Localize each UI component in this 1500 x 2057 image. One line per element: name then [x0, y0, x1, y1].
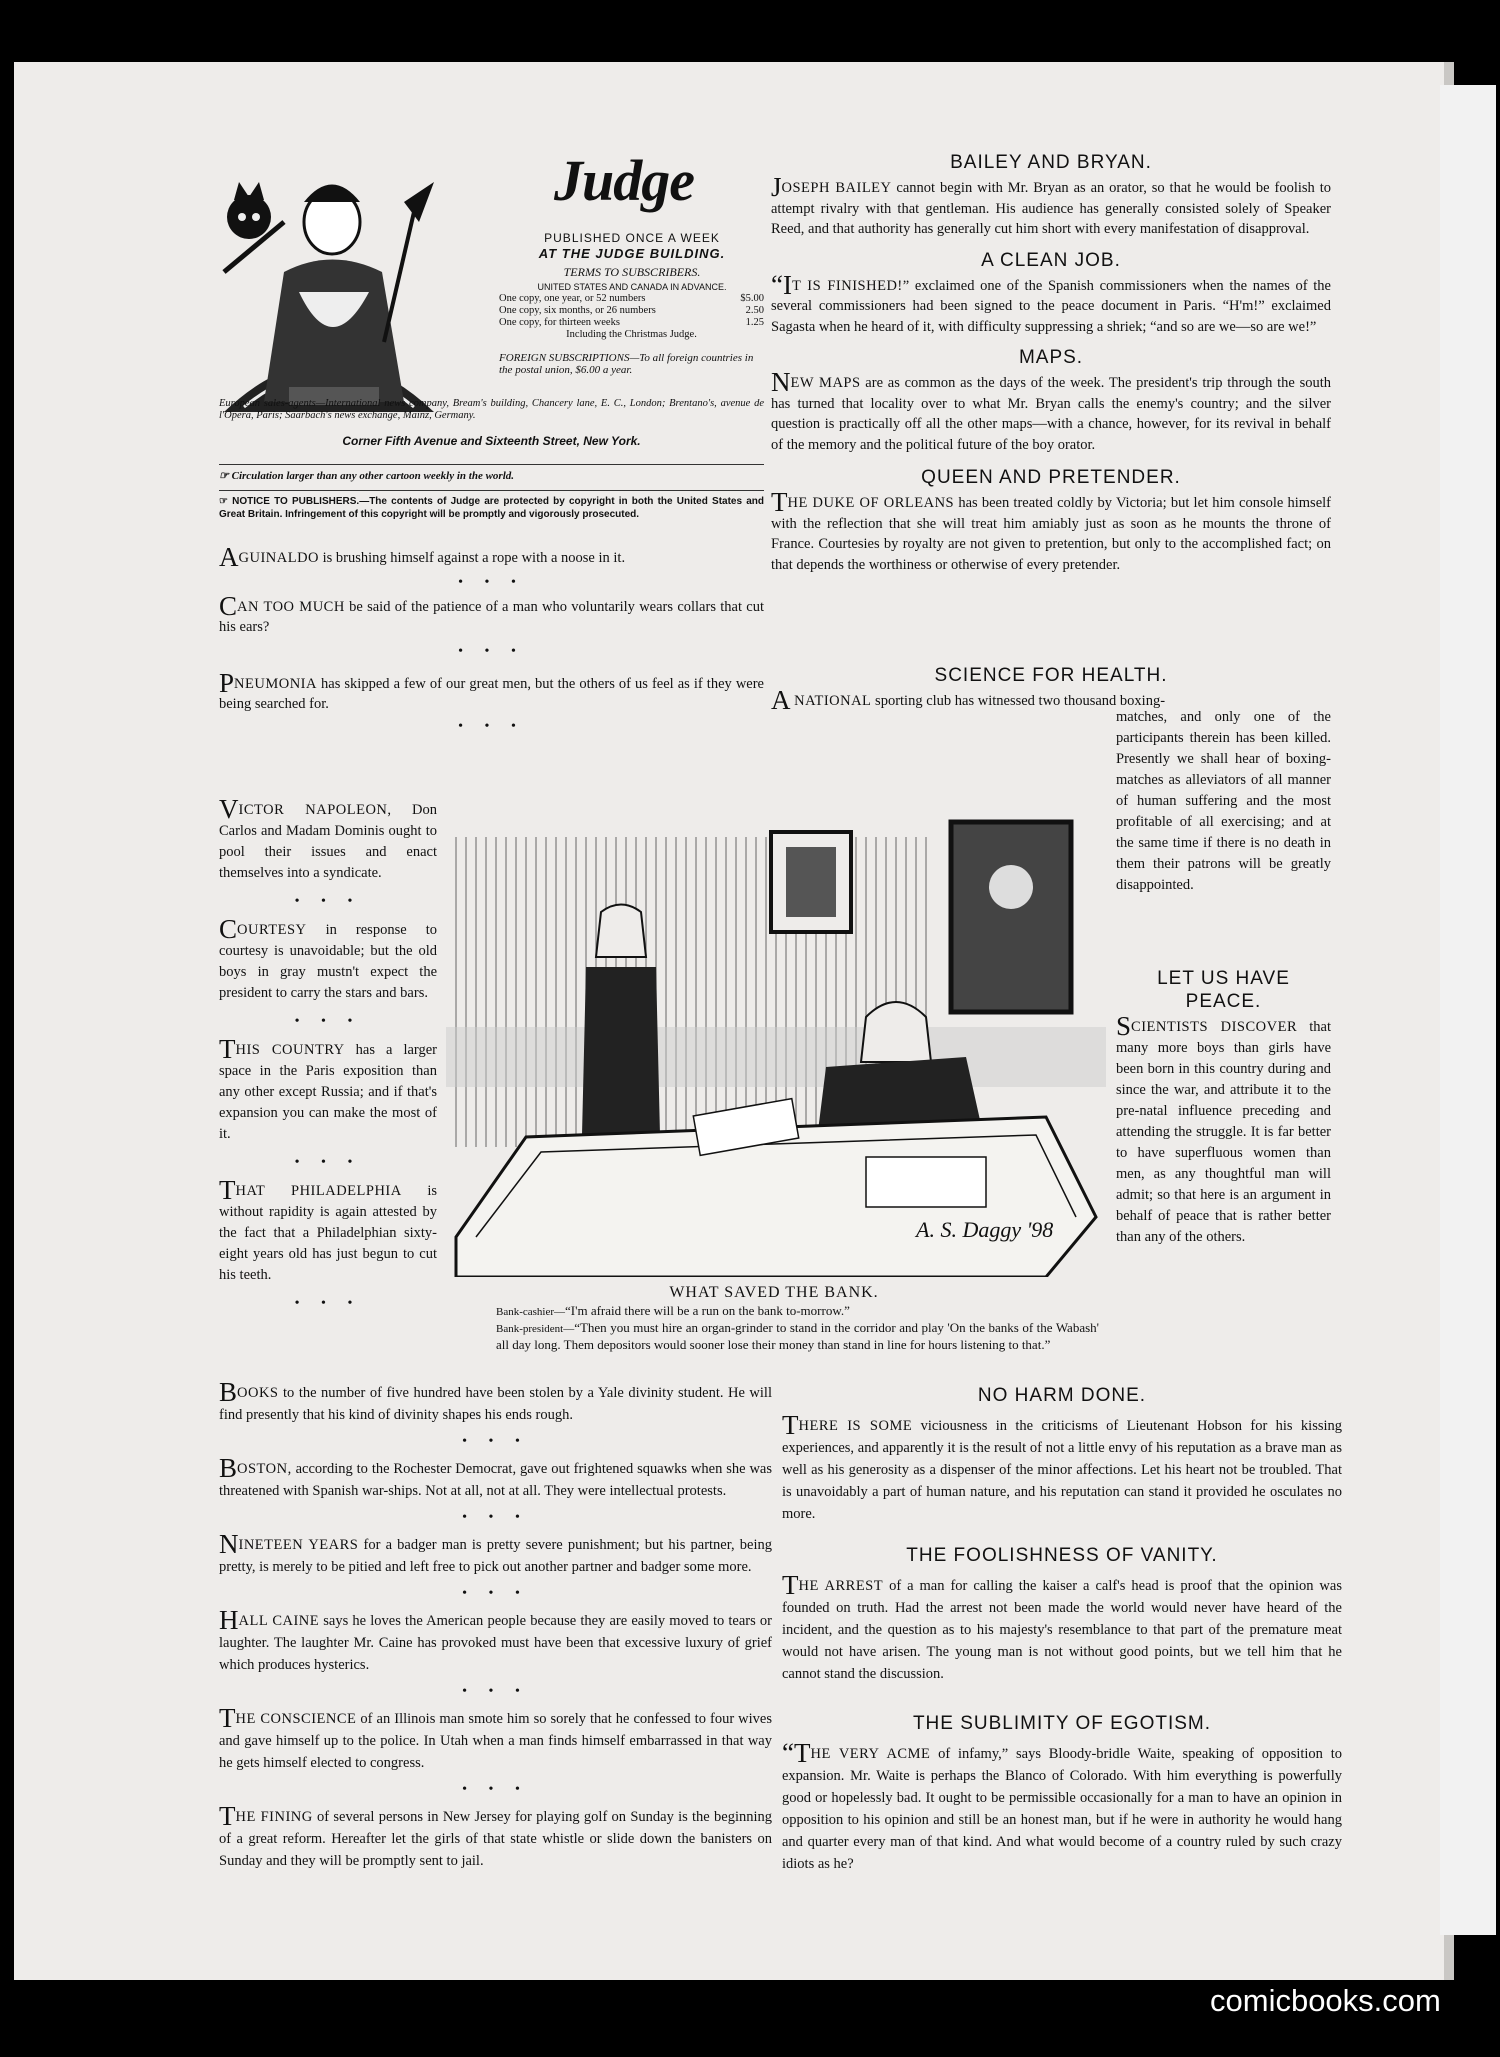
left-column-bottom [219, 1377, 773, 1872]
paragraph: PNEUMONIA has skipped a few of our great men, but the others of us feel as if they were being searched for. [219, 667, 764, 712]
paragraph: THIS COUNTRY has a larger space in the Paris exposition than any other except Russia; and if that's expansion you can make the most of it. [219, 1034, 438, 1142]
article-heading: A CLEAN JOB. [981, 249, 1121, 271]
paragraph: matches, and only one of the participants therein has been killed. Presently we shall hear of boxing-matches as alleviators of all manner of human suffering and the most profitable of all exercising; and at the same time if there is no death in them their patrons will be greatly disappointed. [1116, 709, 1331, 893]
foreign-subscriptions: FOREIGN SUBSCRIPTIONS—To all foreign countries in the postal union, $6.00 a year. [499, 352, 754, 376]
paragraph: THAT PHILADELPHIA is without rapidity is again attested by the fact that a Philadelphian sixty-eight years old has just begun to cut his teeth. [219, 1175, 437, 1283]
masthead-illustration [204, 162, 454, 432]
paragraph: THE DUKE OF ORLEANS has been treated coldly by Victoria; but let him console himself with the reflection that she will treat him amiably just as soon as he mounts the throne of France. Courtesies by royalty are not given to pretention, but only to the accomplished fact; on that depends the worthiness or otherwise of every pretender. [771, 487, 1331, 573]
article [782, 1713, 1342, 1875]
article [782, 1545, 1342, 1685]
separator-dots: • • • [294, 1014, 362, 1029]
article-heading: THE FOOLISHNESS OF VANITY. [906, 1545, 1218, 1566]
cartoon-caption-title: WHAT SAVED THE BANK. [669, 1284, 879, 1301]
article [782, 1385, 1342, 1525]
article [771, 250, 1331, 338]
separator-dots: • • • [462, 1586, 529, 1601]
artist-signature: A. S. Daggy '98 [916, 1217, 1054, 1242]
paragraph: VICTOR NAPOLEON, Don Carlos and Madam Dominis ought to pool their issues and enact themselves into a syndicate. [219, 794, 437, 881]
separator-dots: • • • [294, 894, 362, 909]
left-column-top [219, 542, 764, 739]
separator-dots: • • • [458, 718, 525, 734]
masthead-published: PUBLISHED ONCE A WEEK [544, 231, 720, 245]
separator-dots: • • • [462, 1510, 529, 1525]
watermark: comicbooks.com [1210, 1983, 1441, 2018]
paragraph: A NATIONAL sporting club has witnessed two thousand boxing- [771, 685, 1166, 715]
article [771, 152, 1331, 240]
masthead-building: AT THE JUDGE BUILDING. [538, 246, 726, 261]
masthead-terms: TERMS TO SUBSCRIBERS. [563, 265, 701, 279]
right-column-top [771, 152, 1331, 575]
publisher-notice: ☞ NOTICE TO PUBLISHERS.—The contents of Judge are protected by copyright in both the United States and Great Britain. Infringement of this copyright will be promptly and vigorously prosecuted. [219, 490, 764, 521]
address: Corner Fifth Avenue and Sixteenth Street, New York. [342, 434, 641, 448]
pointing-hand-icon: ☞ [219, 496, 233, 507]
rate-row: One copy, one year, or 52 numbers $5.00 [499, 293, 764, 304]
rates-table [499, 293, 764, 341]
adjacent-page-edge [1440, 85, 1496, 1935]
paragraph: AGUINALDO is brushing himself against a rope with a noose in it. [219, 542, 626, 572]
separator-dots: • • • [462, 1782, 529, 1797]
rate-row: One copy, for thirteen weeks 1.25 [499, 317, 764, 328]
separator-dots: • • • [294, 1296, 362, 1311]
pointing-hand-icon: ☞ [219, 470, 232, 482]
paragraph: THERE IS SOME viciousness in the criticisms of Lieutenant Hobson for his kissing experiences, and apparently it is the result of not a little envy of his reputation as a brave man as well as his generosity as a dispenser of the minor affections. Let his heart not be troubled. That is unavoidably a part of human nature, and his reputation can stand it provided he osculates no more. [782, 1410, 1343, 1522]
paragraph: NINETEEN YEARS for a badger man is pretty severe punishment; but his partner, being pretty, is merely to be pitied and left free to pick out another partner and badger some more. [219, 1529, 772, 1575]
paragraph: “THE VERY ACME of infamy,” says Bloody-bridle Waite, speaking of opposition to expansion. Mr. Waite is perhaps the Blanco of Colorado. With him everything is powerfully good or hopelessly bad. It ought to be permissible occasionally for a man to have an opinion in opposition to his opinion and still be an honest man, but if he were in authority he would hang and quarter every man of that kind. And what would become of a country ruled by such crazy idiots as he? [782, 1738, 1342, 1872]
article-heading: THE SUBLIMITY OF EGOTISM. [912, 1713, 1212, 1734]
separator-dots: • • • [462, 1684, 529, 1699]
magazine-page [14, 62, 1454, 1980]
masthead-advance: UNITED STATES AND CANADA IN ADVANCE. [537, 282, 727, 292]
paragraph: THE ARREST of a man for calling the kaiser a calf's head is proof that the opinion was founded on truth. Had the arrest not been made the world would never have heard of the incident, and the question as to his majesty's resemblance to that part of the premature meat would not have arisen. The young man is not without good points, but we tell him that he cannot stand the discussion. [782, 1570, 1342, 1682]
rate-row: One copy, six months, or 26 numbers 2.50 [499, 305, 764, 316]
article-heading: NO HARM DONE. [977, 1385, 1147, 1406]
article-science-for-health [771, 665, 1331, 715]
right-column-bottom [782, 1385, 1342, 1875]
circulation-note: ☞ Circulation larger than any other cartoon weekly in the world. [219, 464, 764, 482]
article-let-us-have-peace [1116, 967, 1331, 1248]
paragraph: CAN TOO MUCH be said of the patience of a man who voluntarily wears collars that cut his ears? [219, 590, 764, 635]
paragraph: THE FINING of several persons in New Jersey for playing golf on Sunday is the beginning of a great reform. Hereafter let the girls of that state whistle or slide down the banisters on Sunday and they will be promptly sent to jail. [219, 1801, 773, 1869]
article-heading: QUEEN AND PRETENDER. [921, 467, 1181, 488]
separator-dots: • • • [458, 643, 525, 659]
sales-agents: European sales-agents—International news company, Bream's building, Chancery lane, E. C., London; Brentano's, avenue de l'Opera, Paris; Saarbach's news exchange, Mainz, Germany. [219, 398, 764, 421]
paragraph: NEW MAPS are as common as the days of the week. The president's trip through the south has turned that locality over to what Mr. Bryan calls the enemy's country; and the silver question is practically off all the other maps—with a chance, however, for its revival in behalf of the memory and the political future of the boy orator. [771, 367, 1331, 453]
left-narrow-column [219, 794, 438, 1322]
cartoon-illustration [446, 817, 1106, 1277]
article-heading: MAPS. [1018, 347, 1084, 368]
separator-dots: • • • [462, 1434, 529, 1449]
paragraph: HALL CAINE says he loves the American people because they are easily moved to tears or laughter. The laughter Mr. Caine has provoked must have been that excessive luxury of grief which produces hysterics. [219, 1605, 773, 1673]
paragraph: BOOKS to the number of five hundred have been stolen by a Yale divinity student. He will find presently that his kind of divinity shapes his ends rough. [219, 1377, 772, 1423]
paragraph: JOSEPH BAILEY cannot begin with Mr. Bryan as an orator, so that he would be foolish to attempt rivalry with that gentleman. His audience has generally consisted solely of Speaker Reed, and that authority has generally cut him short with every manifestation of disapproval. [771, 172, 1331, 237]
separator-dots: • • • [294, 1155, 362, 1170]
article [771, 347, 1331, 455]
paragraph: THE CONSCIENCE of an Illinois man smote him so sorely that he confessed to four wives and gave himself up to the police. In Utah when a man finds himself embarrassed in that way he gets himself elected to congress. [219, 1703, 773, 1771]
article-heading: LET US HAVE PEACE. [1157, 968, 1290, 1012]
article-heading: SCIENCE FOR HEALTH. [934, 665, 1168, 686]
cartoon-caption: Bank-cashier—“I'm afraid there will be a run on the bank to-morrow.” Bank-president—“Then you must hire an organ-grinder to stand in the corridor and play 'On the banks of the Wabash' all day long. Them depositors would sooner lose their money than stand in line for hours listening to that.” [496, 1303, 1099, 1352]
christmas-note: Including the Christmas Judge. [566, 329, 697, 340]
paragraph: SCIENTISTS DISCOVER that many more boys than girls have been born in this country during and since the war, and attribute it to the pre-natal influence preceding and attending the struggle. It is far better to have superfluous women than men, as any thoughtful man will admit; so that here is an argument in behalf of peace that is rather better than any of the others. [1116, 1011, 1331, 1245]
masthead-title: Judge [554, 148, 694, 213]
article [771, 467, 1331, 575]
paragraph: “IT IS FINISHED!” exclaimed one of the Spanish commissioners when the names of the several commissioners had been signed to the peace document in Paris. “H'm!” exclaimed Sagasta when he heard of it, with difficulty suppressing a shriek; “and so are we—so are we!” [771, 269, 1331, 335]
paragraph: BOSTON, according to the Rochester Democrat, gave out frightened squawks when she was threatened with Spanish war-ships. Not at all, not at all. They were intellectual protests. [219, 1453, 772, 1499]
article-heading: BAILEY AND BRYAN. [950, 152, 1152, 173]
paragraph: COURTESY in response to courtesy is unavoidable; but the old boys in gray mustn't expect the president to carry the stars and bars. [219, 914, 437, 1001]
separator-dots: • • • [458, 574, 525, 590]
science-narrow-text [1116, 707, 1331, 896]
